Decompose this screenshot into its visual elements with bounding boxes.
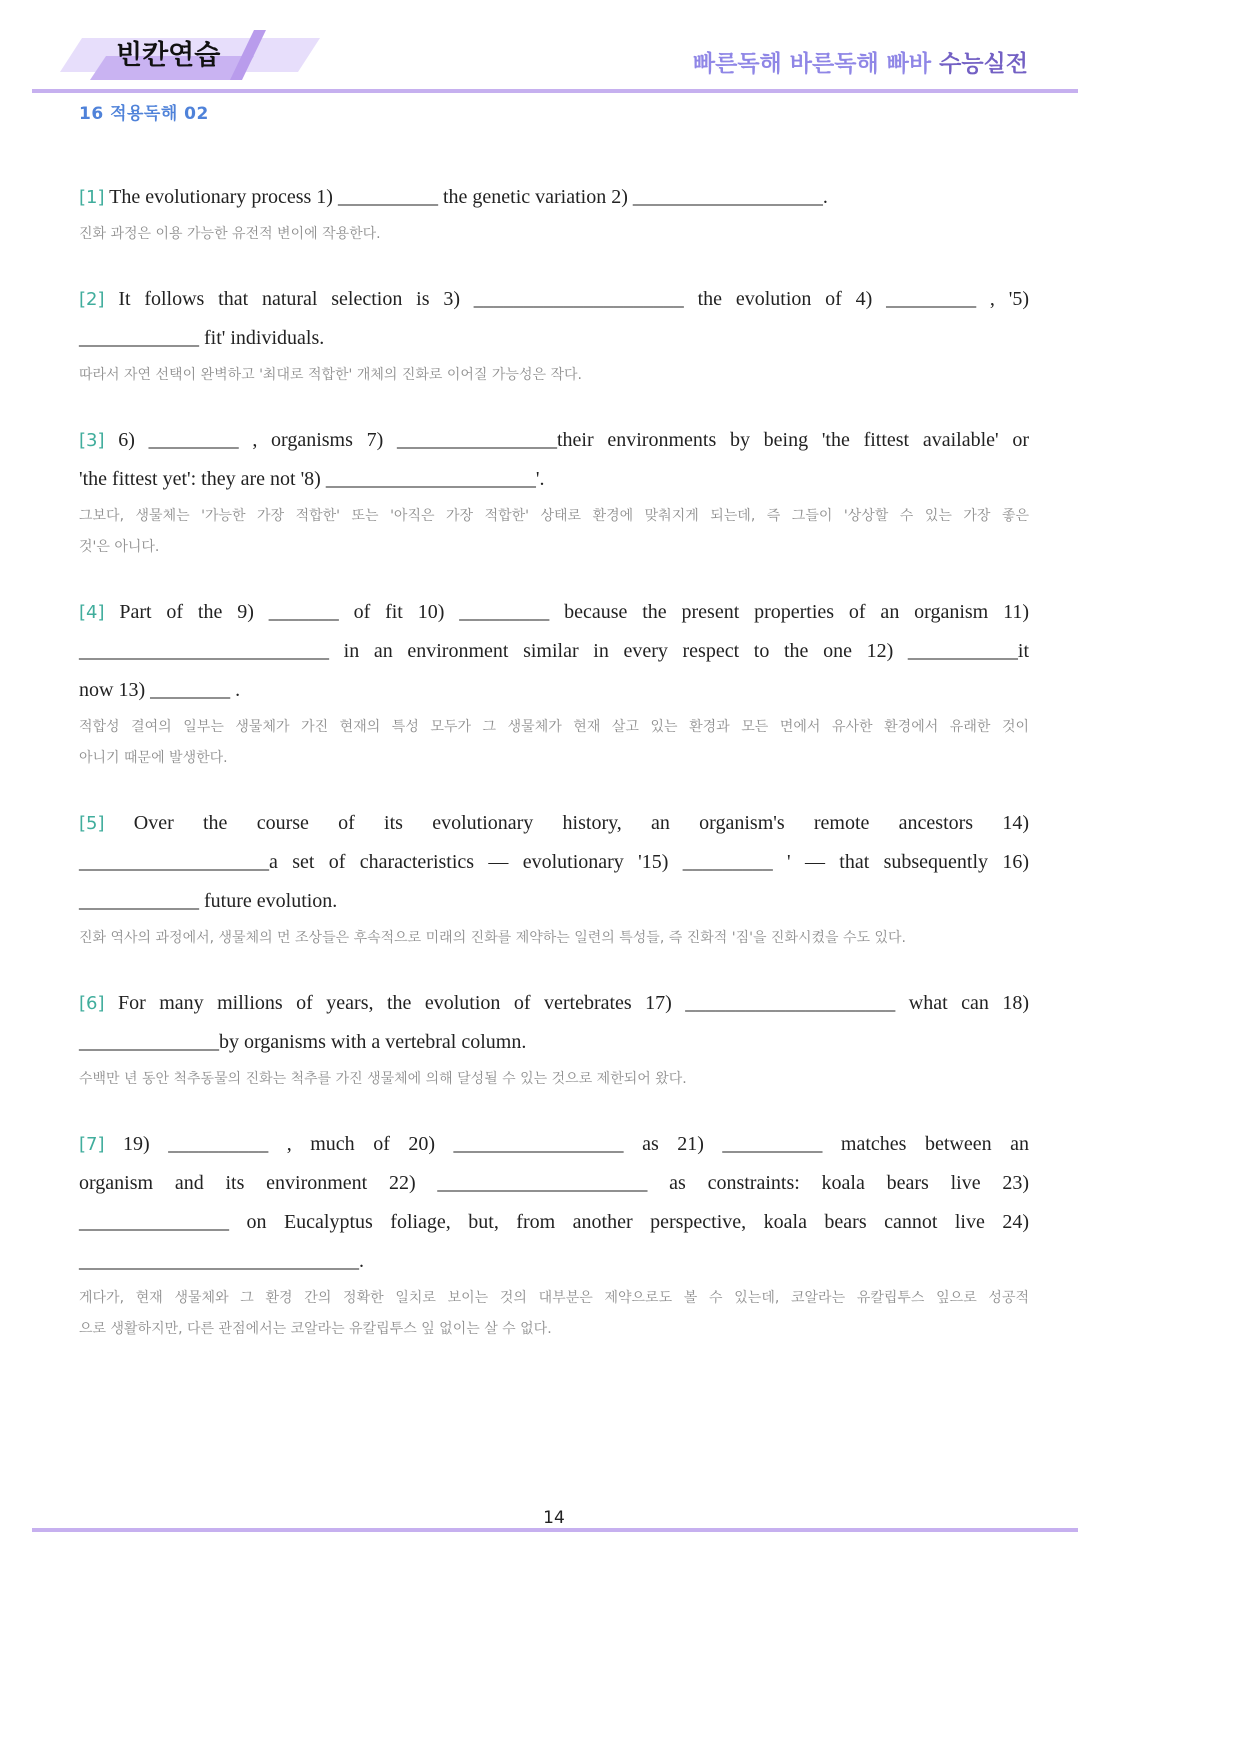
korean-translation: [79, 1064, 1029, 1095]
english-line: [79, 421, 1029, 460]
english-line-text: 6) _________ , organisms 7) ________________their environments by being 'the fittest available' or: [118, 429, 1029, 451]
item-marker: [6]: [79, 993, 105, 1014]
english-line: ____________________________.: [79, 1250, 364, 1272]
korean-translation: [79, 501, 1029, 563]
translation-line: 수백만 년 동안 척추동물의 진화는 척추를 가진 생물체에 의해 달성될 수 있는 것으로 제한되어 왔다.: [79, 1071, 687, 1087]
exercise-list: [79, 178, 1029, 1375]
english-line: [79, 804, 1029, 843]
english-line-text: 19) __________ , much of 20) _________________ as 21) __________ matches between an: [123, 1133, 1030, 1155]
english-line-text: It follows that natural selection is 3) _____________________ the evolution of 4) _________ , '5): [118, 288, 1029, 310]
english-line-text: Over the course of its evolutionary history, an organism's remote ancestors 14): [133, 812, 1030, 834]
translation-line: 따라서 자연 선택이 완벽하고 '최대로 적합한' 개체의 진화로 이어질 가능성은 작다.: [79, 367, 582, 383]
item-marker: [7]: [79, 1134, 105, 1155]
korean-translation: [79, 360, 1029, 391]
item-marker: [2]: [79, 289, 105, 310]
korean-translation: [79, 1283, 1029, 1345]
english-line-text: Part of the 9) _______ of fit 10) _________ because the present properties of an organism 11): [119, 601, 1030, 623]
english-line: 'the fittest yet': they are not '8) _____________________'.: [79, 468, 545, 490]
translation-line: 그보다, 생물체는 '가능한 가장 적합한' 또는 '아직은 가장 적합한' 상태로 환경에 맞춰지게 되는데, 즉 그들이 '상상할 수 있는 가장 좋은: [79, 508, 1029, 524]
header-divider: [32, 89, 1078, 93]
series-title: 빠른독해 바른독해 빠바: [692, 51, 932, 77]
translation-line: 으로 생활하지만, 다른 관점에서는 코알라는 유칼립투스 잎 없이는 살 수 없다.: [79, 1321, 552, 1337]
exercise-item-1: [79, 178, 1029, 250]
series-heading: [693, 48, 1028, 80]
exercise-item-7: [79, 1125, 1029, 1345]
translation-line: 게다가, 현재 생물체와 그 환경 간의 정확한 일치로 보이는 것의 대부분은 제약으로도 볼 수 있는데, 코알라는 유칼립투스 잎으로 성공적: [79, 1290, 1029, 1306]
english-line: _________________________ in an environment similar in every respect to the one 12) ___________it: [79, 640, 1029, 662]
english-line: ____________ future evolution.: [79, 890, 338, 912]
exercise-item-3: [79, 421, 1029, 563]
english-line: [79, 280, 1029, 319]
section-title: 16 적용독해 02: [79, 104, 209, 124]
english-line-text: For many millions of years, the evolution of vertebrates 17) _____________________ what can 18): [117, 992, 1029, 1014]
exercise-item-6: [79, 984, 1029, 1095]
item-marker: [1]: [79, 187, 105, 208]
series-subtitle: 수능실전: [939, 51, 1028, 77]
item-marker: [4]: [79, 602, 105, 623]
exercise-item-2: [79, 280, 1029, 391]
english-line: now 13) ________ .: [79, 679, 241, 701]
korean-translation: [79, 923, 1029, 954]
translation-line: 아니기 때문에 발생한다.: [79, 750, 228, 766]
page-number: 14: [543, 1508, 565, 1528]
english-line: [79, 178, 1029, 217]
english-line: ___________________a set of characteristics — evolutionary '15) _________ ' — that subsequently 16): [79, 851, 1029, 873]
translation-line: 진화 역사의 과정에서, 생물체의 먼 조상들은 후속적으로 미래의 진화를 제약하는 일련의 특성들, 즉 진화적 '짐'을 진화시켰을 수도 있다.: [79, 930, 906, 946]
english-line: [79, 1125, 1029, 1164]
translation-line: 적합성 결여의 일부는 생물체가 가진 현재의 특성 모두가 그 생물체가 현재 살고 있는 환경과 모든 면에서 유사한 환경에서 유래한 것이: [79, 719, 1029, 735]
english-line: ____________ fit' individuals.: [79, 327, 325, 349]
korean-translation: [79, 712, 1029, 774]
footer-divider: [32, 1528, 1078, 1532]
english-line: organism and its environment 22) _____________________ as constraints: koala bears live 23): [79, 1172, 1029, 1194]
translation-line: 것'은 아니다.: [79, 539, 160, 555]
english-line-text: The evolutionary process 1) __________ the genetic variation 2) ___________________.: [109, 186, 828, 208]
exercise-item-5: [79, 804, 1029, 954]
header-tab-label: 빈칸연습: [116, 40, 221, 71]
exercise-item-4: [79, 593, 1029, 774]
translation-line: 진화 과정은 이용 가능한 유전적 변이에 작용한다.: [79, 226, 381, 242]
english-line: _______________ on Eucalyptus foliage, but, from another perspective, koala bears cannot live 24): [79, 1211, 1029, 1233]
item-marker: [3]: [79, 430, 105, 451]
english-line: [79, 984, 1029, 1023]
english-line: [79, 593, 1029, 632]
item-marker: [5]: [79, 813, 105, 834]
korean-translation: [79, 219, 1029, 250]
english-line: ______________by organisms with a vertebral column.: [79, 1031, 527, 1053]
